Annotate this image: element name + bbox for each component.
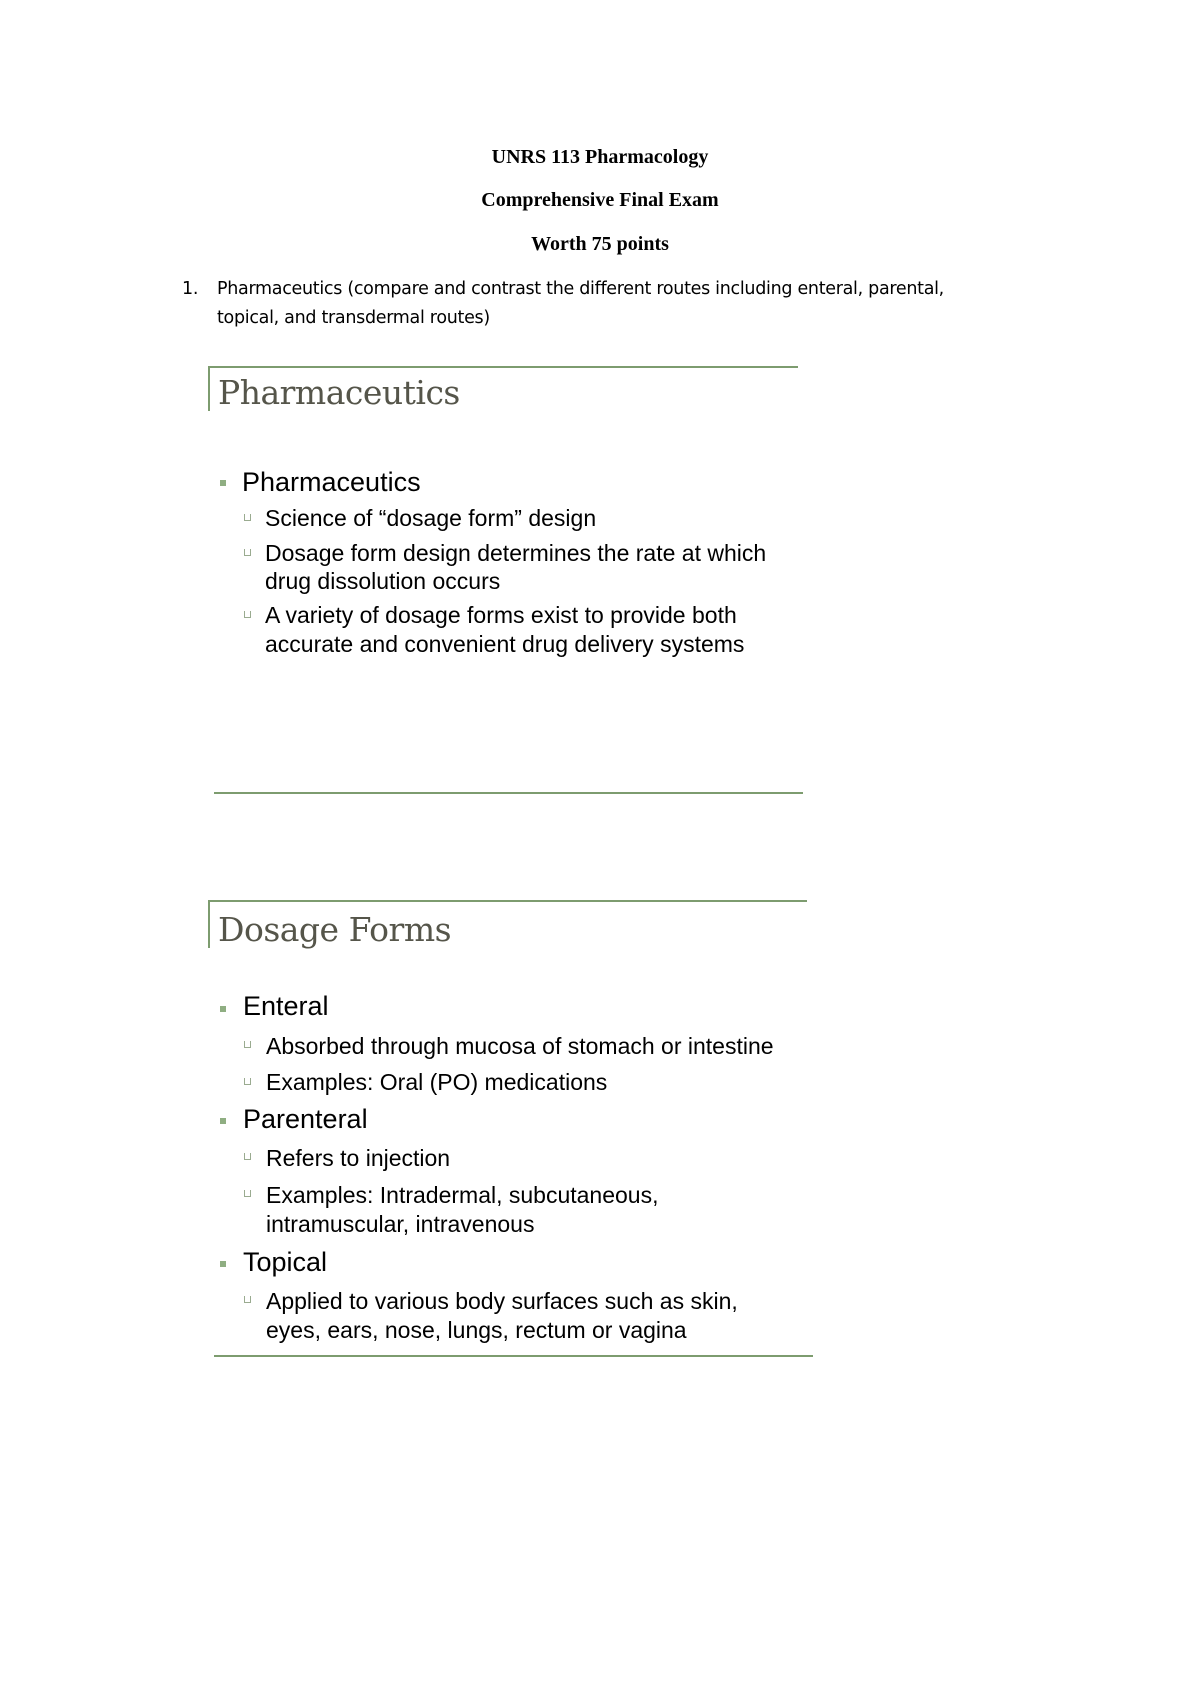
- slide-bottom-rule: [214, 792, 803, 794]
- question-text-line2: topical, and transdermal routes): [217, 308, 490, 328]
- sub-bullet-icon: [244, 1190, 251, 1197]
- list-item-cont: intramuscular, intravenous: [266, 1211, 535, 1237]
- sub-bullet-icon: [244, 1153, 251, 1160]
- sub-bullet-icon: [244, 549, 251, 556]
- sub-bullet-icon: [244, 1041, 251, 1048]
- list-item-cont: drug dissolution occurs: [265, 568, 501, 594]
- question-number: 1.: [182, 279, 199, 299]
- sub-bullet-icon: [244, 1296, 251, 1303]
- slide-title: Dosage Forms: [218, 910, 452, 949]
- bullet-heading-enteral: Enteral: [243, 991, 329, 1021]
- list-item: Examples: Oral (PO) medications: [266, 1069, 608, 1095]
- list-item: Refers to injection: [266, 1145, 451, 1171]
- list-item: Absorbed through mucosa of stomach or intestine: [266, 1033, 774, 1059]
- list-item-cont: eyes, ears, nose, lungs, rectum or vagina: [266, 1317, 687, 1343]
- course-title: UNRS 113 Pharmacology: [491, 146, 709, 168]
- bullet-heading: Pharmaceutics: [242, 467, 421, 497]
- list-item: Applied to various body surfaces such as skin,: [266, 1288, 738, 1314]
- slide-left-rule: [208, 366, 210, 411]
- sub-bullet-icon: [244, 611, 251, 618]
- points-label: Worth 75 points: [531, 233, 669, 255]
- list-item: Examples: Intradermal, subcutaneous,: [266, 1182, 659, 1208]
- sub-bullet-icon: [244, 1078, 251, 1085]
- slide-left-rule: [208, 900, 210, 948]
- sub-bullet-icon: [244, 514, 251, 521]
- bullet-icon: [220, 480, 226, 486]
- list-item: Dosage form design determines the rate at which: [265, 540, 767, 566]
- list-item: A variety of dosage forms exist to provide both: [265, 602, 737, 628]
- list-item: Science of “dosage form” design: [265, 505, 597, 531]
- bullet-heading-parenteral: Parenteral: [243, 1104, 368, 1134]
- bullet-icon: [220, 1118, 226, 1124]
- slide-bottom-rule: [214, 1355, 813, 1357]
- bullet-heading-topical: Topical: [243, 1247, 328, 1277]
- question-text-line1: Pharmaceutics (compare and contrast the different routes including enteral, parental,: [217, 279, 944, 299]
- slide-top-rule: [208, 900, 807, 902]
- slide-top-rule: [208, 366, 798, 368]
- list-item-cont: accurate and convenient drug delivery systems: [265, 631, 745, 657]
- bullet-icon: [220, 1006, 226, 1012]
- slide-title: Pharmaceutics: [218, 373, 460, 412]
- bullet-icon: [220, 1261, 226, 1267]
- exam-title: Comprehensive Final Exam: [481, 189, 719, 211]
